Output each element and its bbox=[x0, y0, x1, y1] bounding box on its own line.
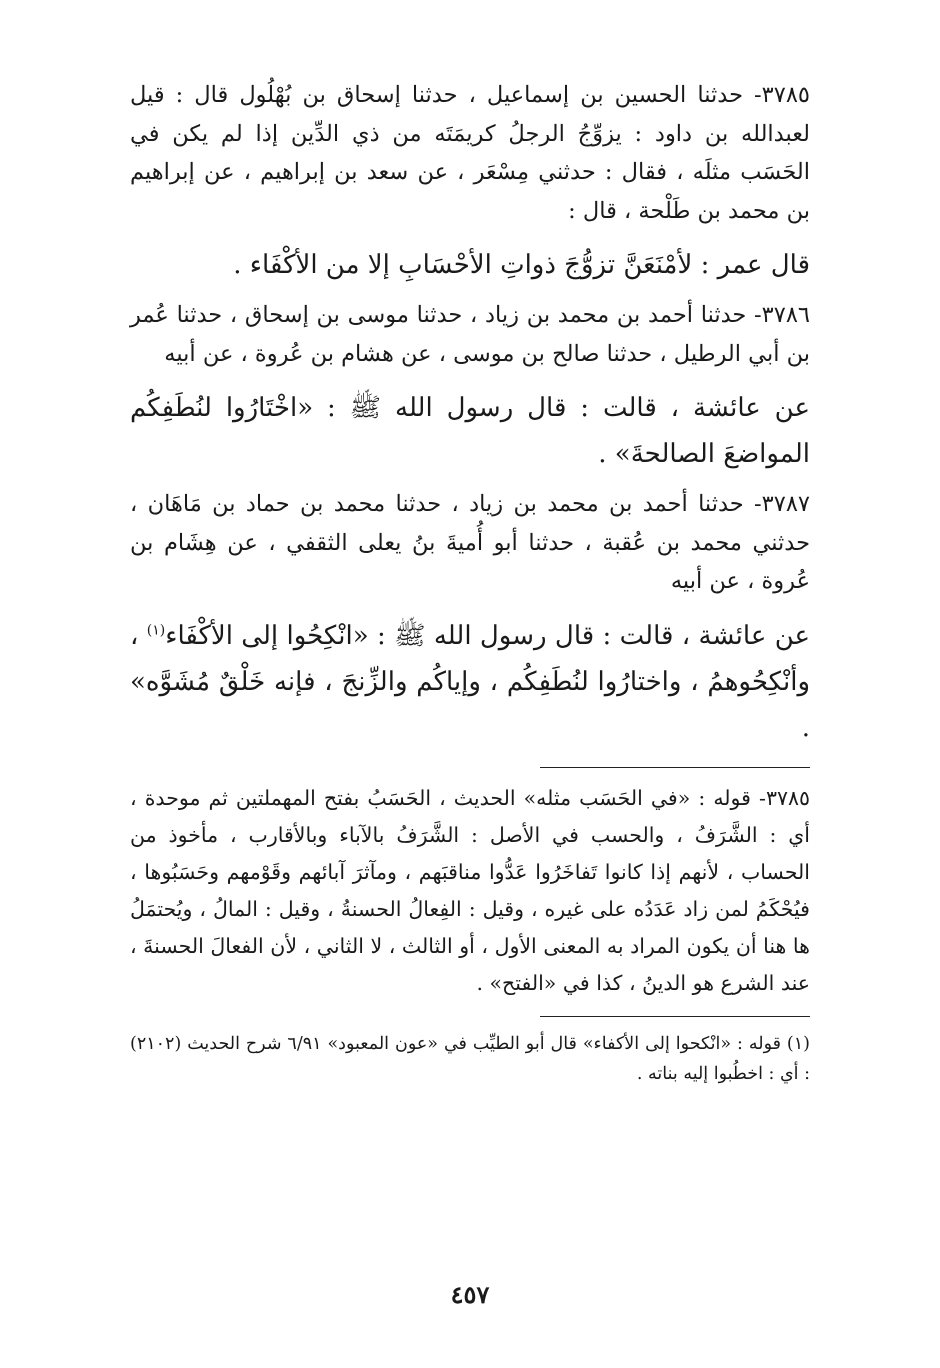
hadith-3786-isnad: ٣٧٨٦- حدثنا أحمد بن محمد بن زياد ، حدثنا موسى بن إسحاق ، حدثنا عُمر بن أبي الرطيل ، حدثنا صالح بن موسى ، عن هشام بن عُروة ، عن أبيه bbox=[130, 302, 810, 367]
hadith-3785-matn: قال عمر : لأمْنَعَنَّ تزوُّجَ ذواتِ الأحْسَابِ إلا من الأكْفَاء . bbox=[233, 250, 810, 280]
hadith-3787-matn-part1: عن عائشة ، قالت : قال رسول الله ﷺ : «انْكِحُوا إلى الأكْفَاء bbox=[165, 620, 811, 651]
commentary-section bbox=[130, 780, 810, 1002]
footnote-text: (١) قوله : «انْكحوا إلى الأكفاء» قال أبو الطيِّب في «عون المعبود» ٦/٩١ شرح الحديث (٢١٠٢) : أي : اخطُبوا إليه بناته . bbox=[130, 1033, 810, 1084]
page-number: ٤٥٧ bbox=[450, 1280, 490, 1309]
hadith-3785-isnad: ٣٧٨٥- حدثنا الحسين بن إسماعيل ، حدثنا إسحاق بن بُهْلُول قال : قيل لعبدالله بن داود : يزوِّجُ الرجلُ كريمَتَه من ذي الدِّين إذا لم يكن في الحَسَب مثلَه ، فقال : حدثني مِسْعَر ، عن سعد بن إبراهيم ، عن إبراهيم بن محمد بن طَلْحة ، قال : bbox=[130, 82, 810, 224]
main-text bbox=[130, 76, 810, 751]
footnote-reference: (١) bbox=[146, 621, 166, 638]
commentary-text: ٣٧٨٥- قوله : «في الحَسَب مثله» الحديث ، الحَسَبُ بفتح المهملتين ثم موحدة ، أي : الشَّرَفُ ، والحسب في الأصل : الشَّرَفُ بالآباء وبالأقارب ، مأخوذ من الحساب ، لأنهم إذا كانوا تَفاخَرُوا عَدُّوا مناقبَهم ، ومآثرَ آبائهم وقَوْمهم وحَسَبُوها ، فيُحْكَمُ لمن زاد عَدَدُه على غيره ، وقيل : الفِعالُ الحسنةُ ، وقيل : المالُ ، ويُحتمَلُ ها هنا أن يكون المراد به المعنى الأول ، أو الثالث ، لا الثاني ، لأن الفعالَ الحسنةَ ، عند الشرع هو الدينُ ، كذا في «الفتح» . bbox=[130, 785, 810, 995]
hadith-3786-matn: عن عائشة ، قالت : قال رسول الله ﷺ : «اخْتَارُوا لنُطَفِكُم المواضعَ الصالحةَ» . bbox=[130, 393, 810, 469]
footnote-divider bbox=[540, 1016, 810, 1017]
hadith-3787-matn bbox=[130, 613, 810, 751]
hadith-3787-matn-part2: ، وأنْكِحُوهمُ ، واختارُوا لنُطَفِكُم ، وإياكُم والزِّنجَ ، فإنه خَلْقٌ مُشَوَّه» . bbox=[130, 620, 810, 743]
hadith-3787-isnad: ٣٧٨٧- حدثنا أحمد بن محمد بن زياد ، حدثنا محمد بن حماد بن مَاهَان ، حدثني محمد بن عُقبة ، حدثنا أبو أُميةَ بنُ يعلى الثقفي ، عن هِشَام بن عُروة ، عن أبيه bbox=[130, 491, 810, 594]
commentary-divider bbox=[540, 767, 810, 768]
footnote-section bbox=[130, 1029, 810, 1089]
